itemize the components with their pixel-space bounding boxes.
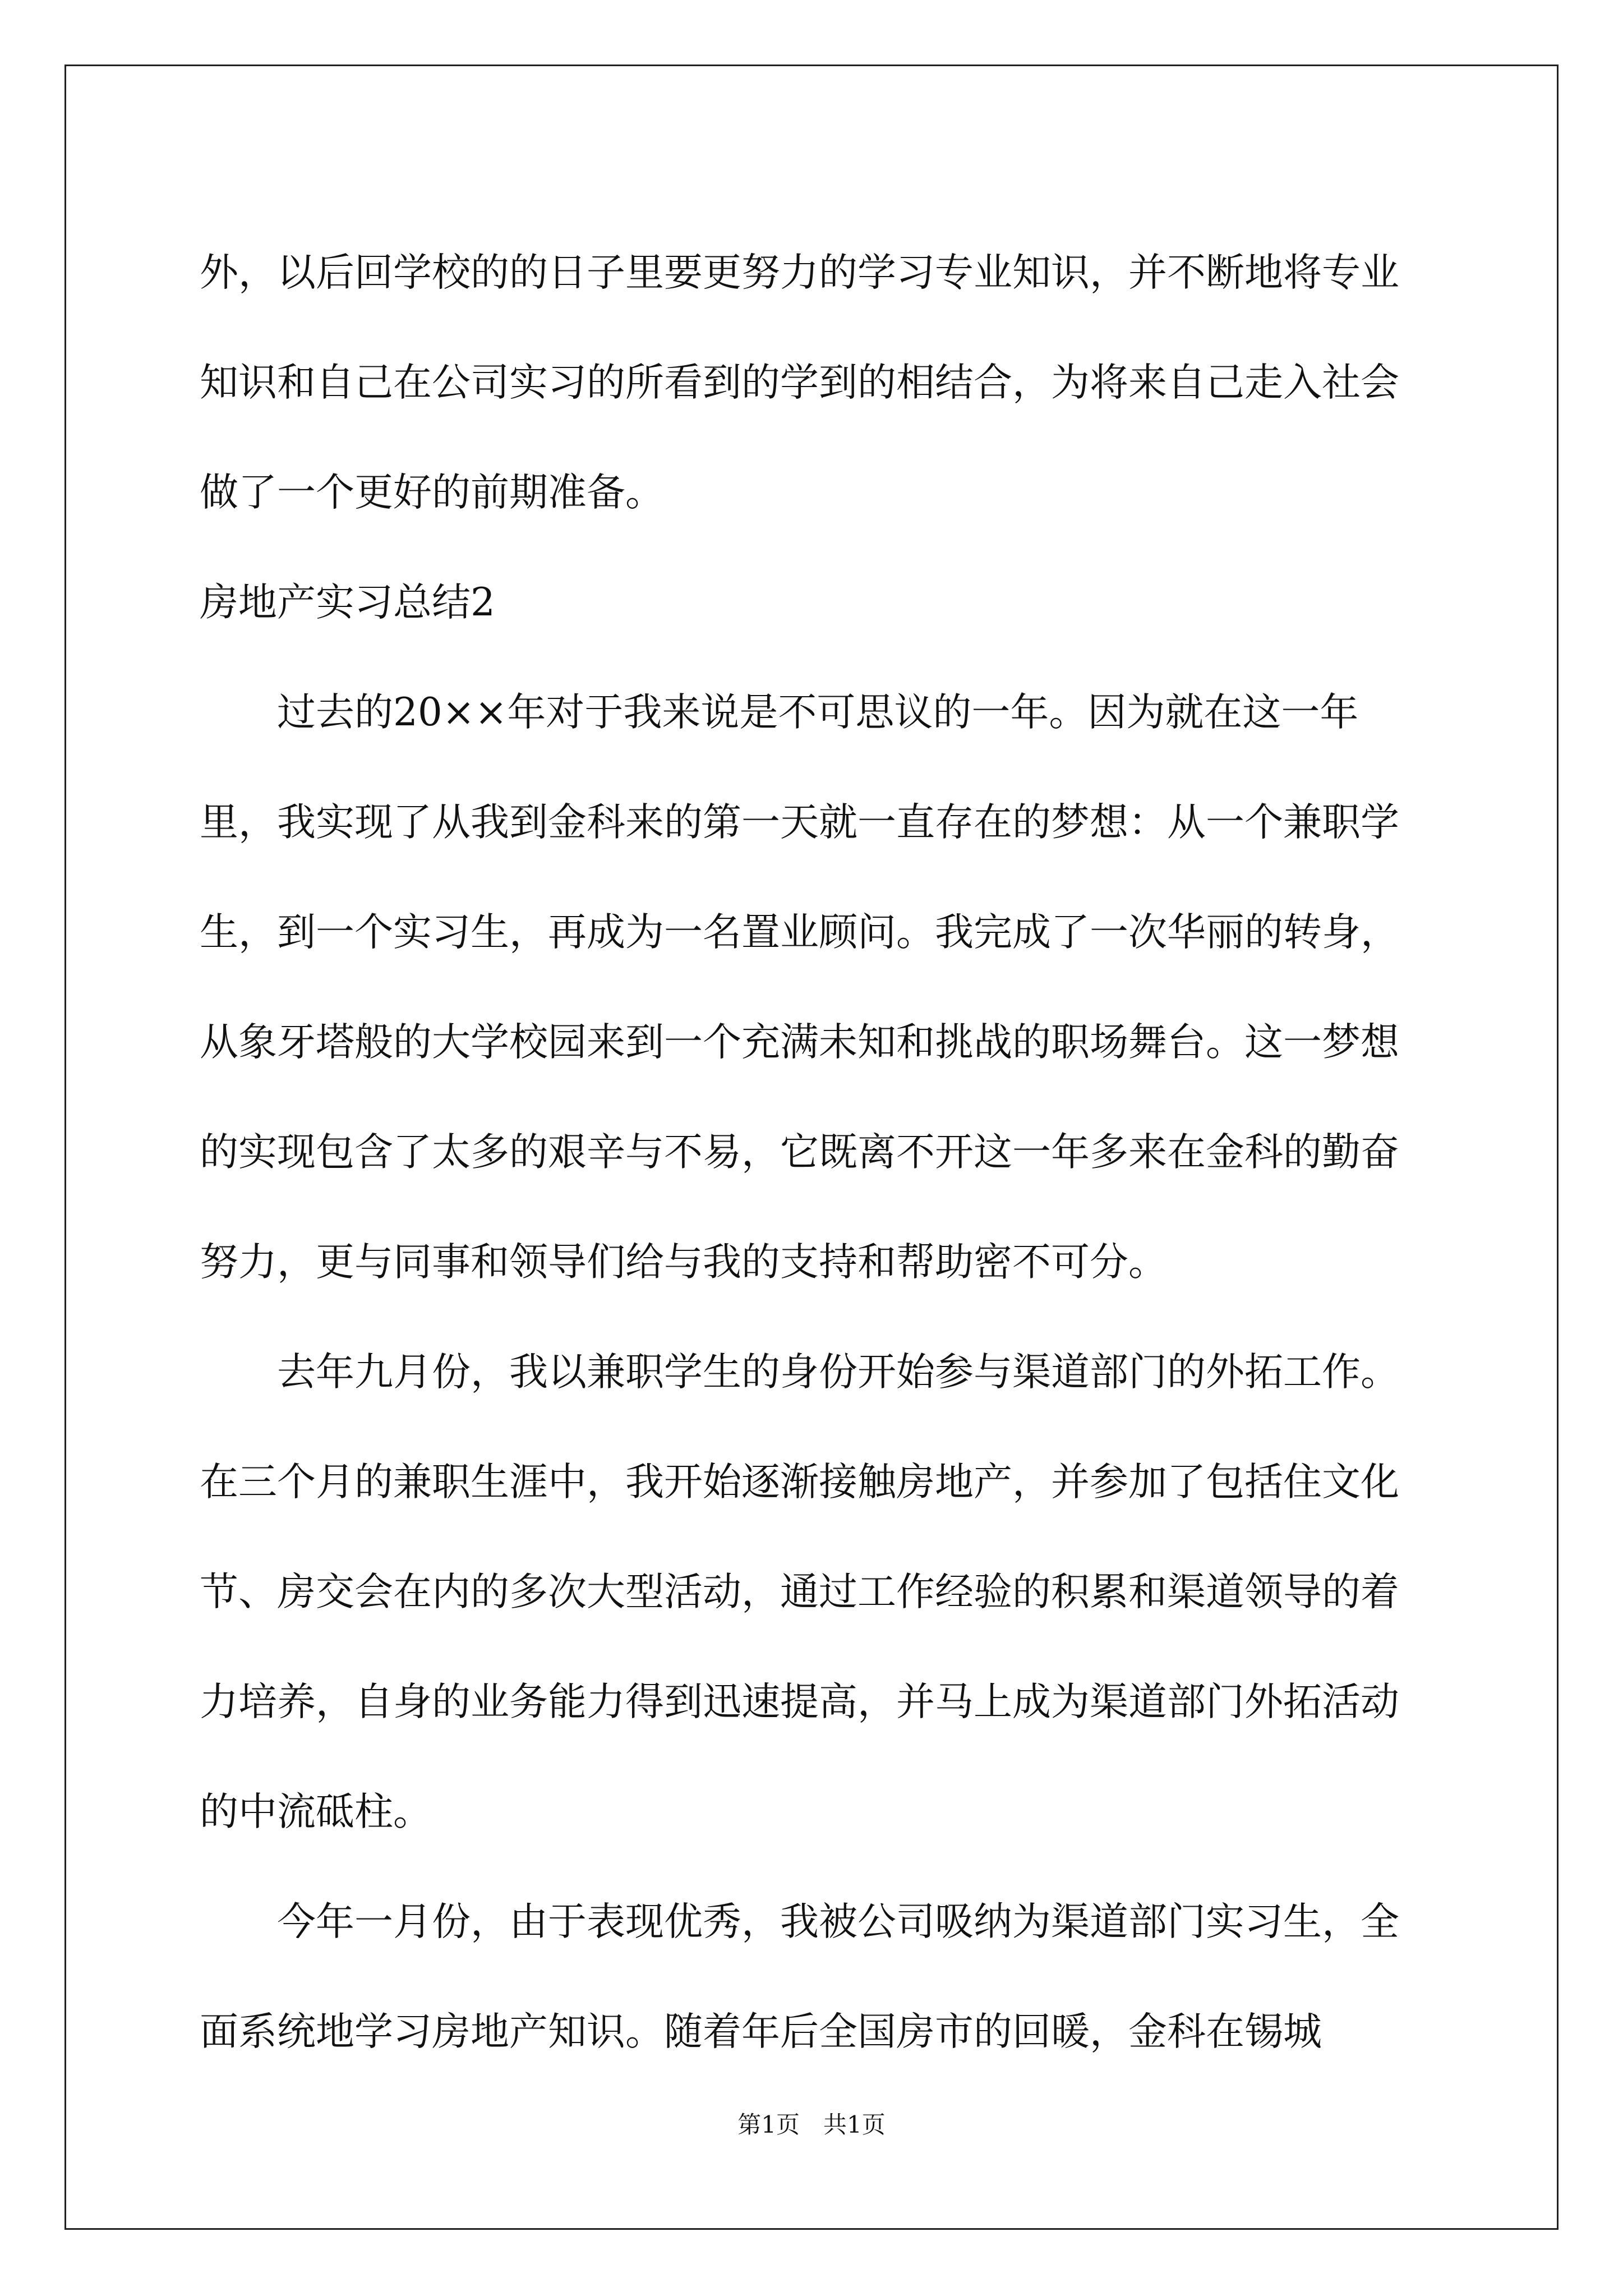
paragraph-3: 去年九月份，我以兼职学生的身份开始参与渠道部门的外拓工作。在三个月的兼职生涯中，我开始逐渐接触房地产，并参加了包括住文化节、房交会在内的多次大型活动，通过工作经验的积累和渠道领导的着力培养，自身的业务能力得到迅速提高，并马上成为渠道部门外拓活动的中流砥柱。 (200, 1350, 1399, 1834)
section-heading: 房地产实习总结2 (200, 580, 495, 625)
paragraph-2: 过去的20××年对于我来说是不可思议的一年。因为就在这一年里，我实现了从我到金科来的第一天就一直存在的梦想：从一个兼职学生，到一个实习生，再成为一名置业顾问。我完成了一次华丽的转身，从象牙塔般的大学校园来到一个充满未知和挑战的职场舞台。这一梦想的实现包含了太多的艰辛与不易，它既离不开这一年多来在金科的勤奋努力，更与同事和领导们给与我的支持和帮助密不可分。 (200, 690, 1399, 1285)
document-body (200, 218, 1428, 2087)
paragraph-1: 外，以后回学校的的日子里要更努力的学习专业知识，并不断地将专业知识和自己在公司实习的所看到的学到的相结合，为将来自己走入社会做了一个更好的前期准备。 (200, 250, 1399, 515)
page-footer: 第1页 共1页 (737, 2111, 886, 2138)
paragraph-4: 今年一月份，由于表现优秀，我被公司吸纳为渠道部门实习生，全面系统地学习房地产知识。随着年后全国房市的回暖，金科在锡城 (200, 1899, 1399, 2054)
